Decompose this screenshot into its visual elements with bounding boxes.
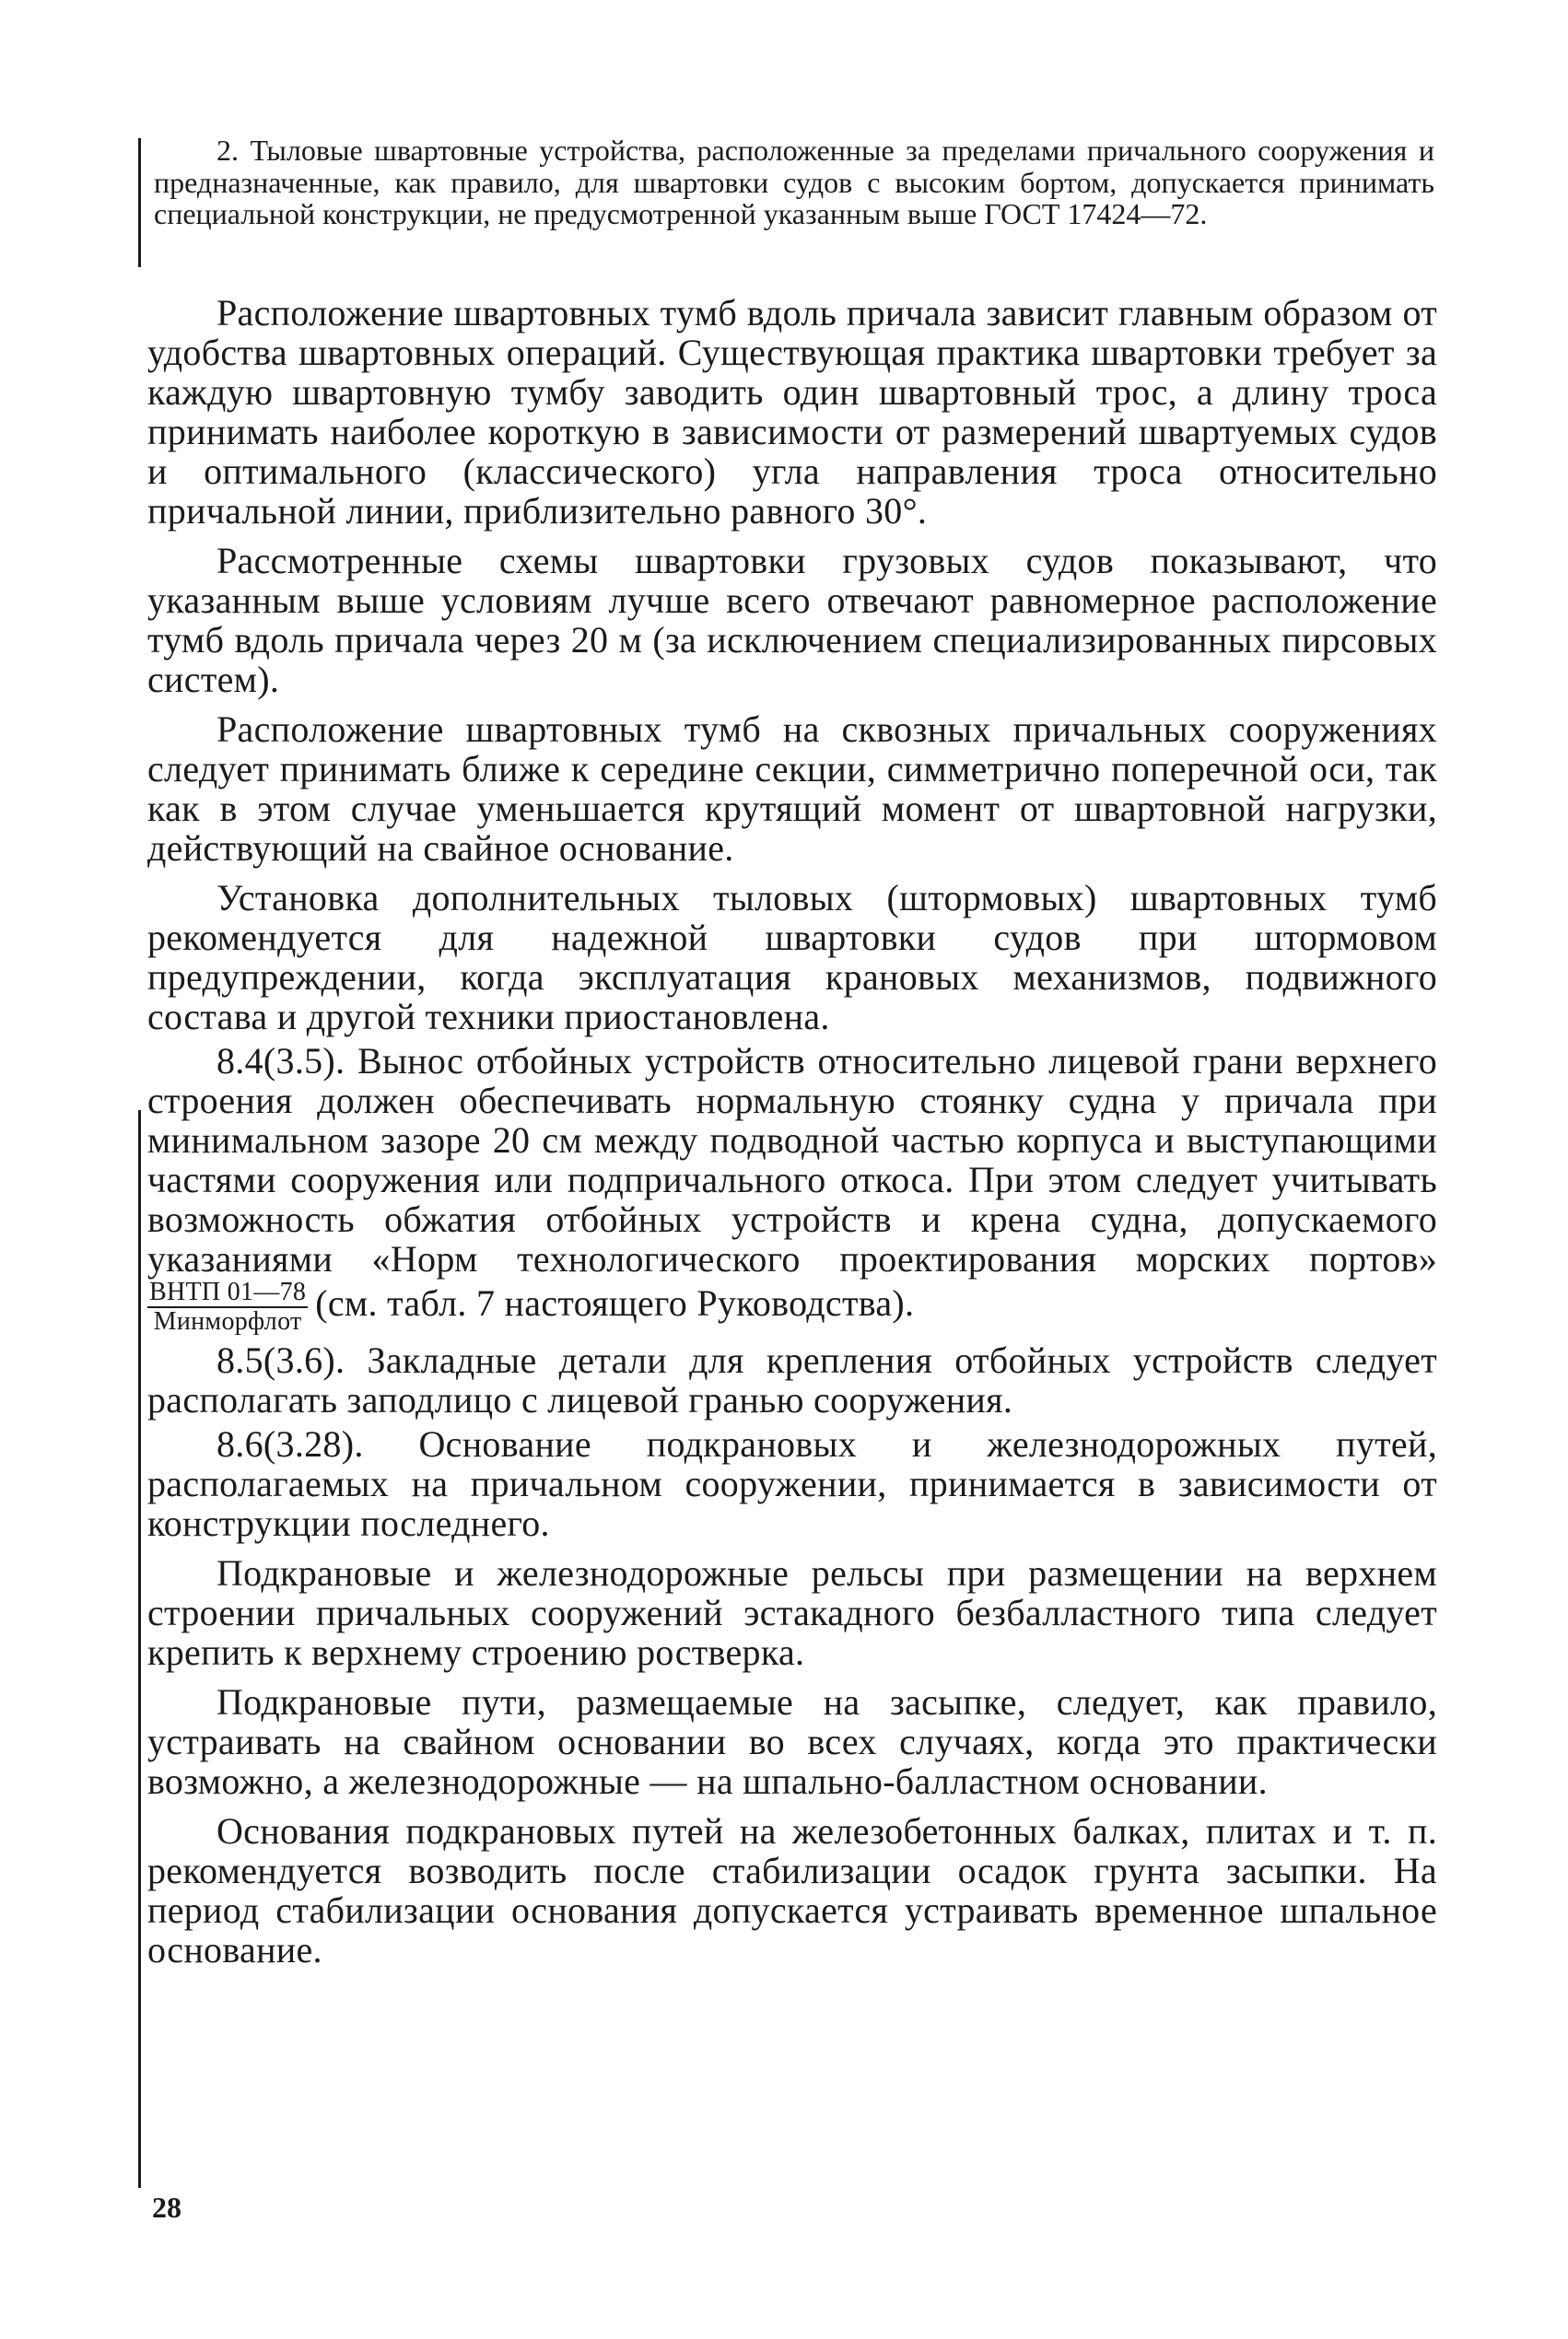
paragraph: Подкрановые пути, размещаемые на засыпке, следует, как правило, устраивать на свайном основании во всех случаях, когда это практически возможно, а железнодорожные — на шпально-балластном основании.	[147, 1681, 1437, 1802]
section-8-4-text: 8.4(3.5). Вынос отбойных устройств относительно лицевой грани верхнего строения должен обеспечивать нормальную стоянку судна у причала при минимальном зазоре 20 см между подводной частью корпуса и выступающими частями сооружения или подпричального откоса. При этом следует учитывать возможность обжатия отбойных устройств и крена судна, допускаемого указаниями «Норм технологического проектирования морских портов»	[147, 1040, 1437, 1280]
paragraph: Рассмотренные схемы швартовки грузовых судов показывают, что указанным выше условиям лучше всего отвечают равномерное расположение тумб вдоль причала через 20 м (за исключением специализированных пирсовых систем).	[147, 540, 1437, 700]
footnote-block	[154, 134, 1434, 230]
paragraph: Расположение швартовных тумб вдоль причала зависит главным образом от удобства швартовных операций. Существующая практика швартовки требует за каждую швартовную тумбу заводить один швартовный трос, а длину троса принимать наиболее короткую в зависимости от размерений швартуемых судов и оптимального (классического) угла направления троса относительно причальной линии, приблизительно равного 30°.	[147, 292, 1437, 532]
paragraph: Установка дополнительных тыловых (штормовых) швартовных тумб рекомендуется для надежной швартовки судов при штормовом предупреждении, когда эксплуатация крановых механизмов, подвижного состава и другой техники приостановлена.	[147, 877, 1437, 1037]
paragraph: Основания подкрановых путей на железобетонных балках, плитах и т. п. рекомендуется возводить после стабилизации осадок грунта засыпки. На период стабилизации основания допускается устраивать временное шпальное основание.	[147, 1810, 1437, 1971]
section-8-4	[147, 1041, 1437, 1336]
change-bar-note	[138, 138, 141, 267]
section-8-5: 8.5(3.6). Закладные детали для крепления отбойных устройств следует располагать заподлицо с лицевой гранью сооружения.	[147, 1339, 1437, 1421]
paragraph: Расположение швартовных тумб на сквозных причальных сооружениях следует принимать ближе к середине секции, симметрично поперечной оси, так как в этом случае уменьшается крутящий момент от швартовной нагрузки, действующий на свайное основание.	[147, 708, 1437, 869]
page-number: 28	[152, 2191, 181, 2224]
section-8-6: 8.6(3.28). Основание подкрановых и железнодорожных путей, располагаемых на причальном сооружении, принимается в зависимости от конструкции последнего.	[147, 1423, 1437, 1544]
main-text	[147, 293, 1437, 1980]
change-bar-section	[138, 1110, 141, 2188]
paragraph: Подкрановые и железнодорожные рельсы при размещении на верхнем строении причальных сооружений эстакадного безбалластного типа следует крепить к верхнему строению ростверка.	[147, 1552, 1437, 1673]
fraction-denominator: Минморфлот	[153, 1307, 302, 1336]
section-8-4-tail: (см. табл. 7 настоящего Руководства).	[315, 1282, 915, 1325]
fraction-numerator: ВНТП 01—78	[149, 1278, 307, 1306]
footnote-text: 2. Тыловые швартовные устройства, расположенные за пределами причального сооружения и предназначенные, как правило, для швартовки судов с высоким бортом, допускается принимать специальной конструкции, не предусмотренной указанным выше ГОСТ 17424—72.	[154, 134, 1434, 230]
norm-fraction	[147, 1279, 308, 1336]
